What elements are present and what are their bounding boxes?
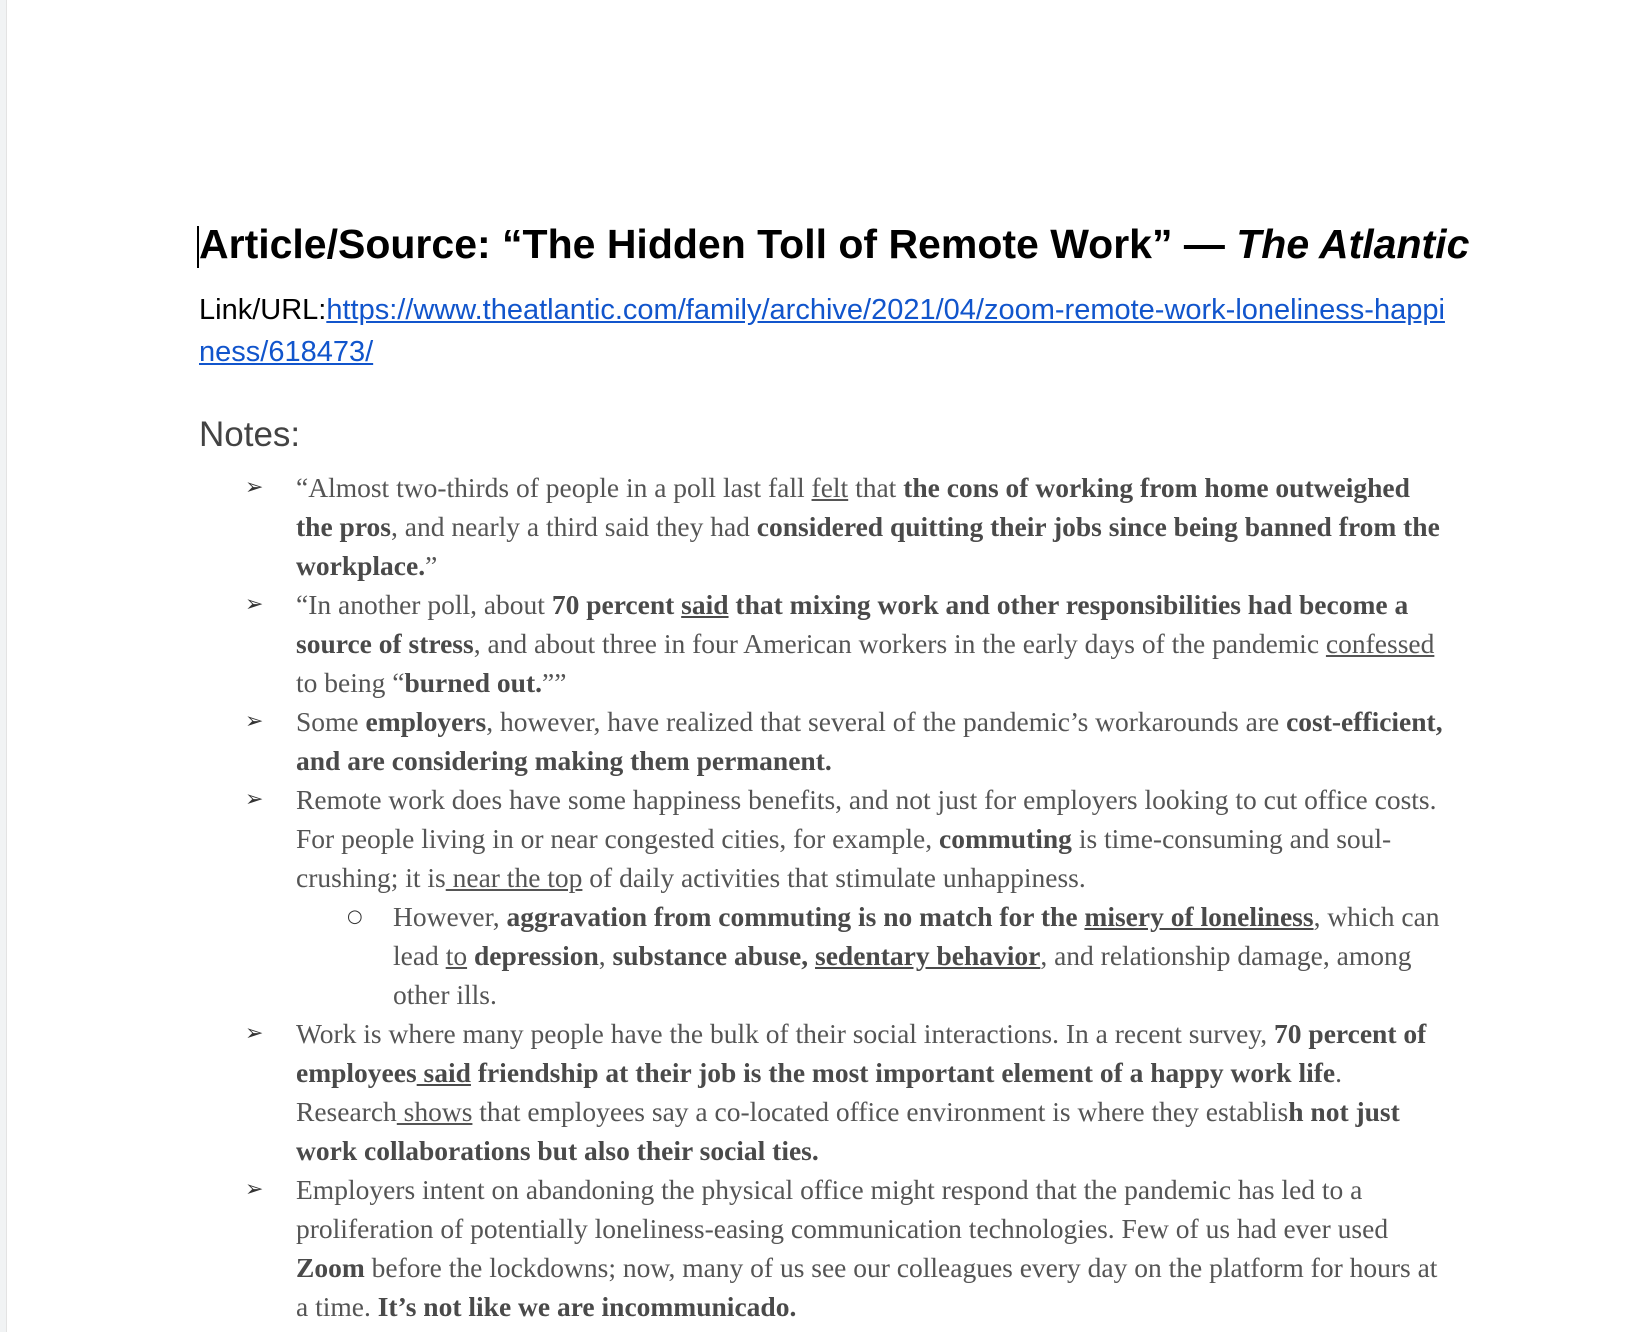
- document-body[interactable]: [199, 216, 1470, 1326]
- text-run: that: [848, 472, 904, 503]
- note-text: [296, 1018, 1426, 1166]
- text-run: aggravation from commuting is no match for the: [506, 901, 1085, 932]
- page-left-edge: [0, 0, 7, 1332]
- text-run: It’s not like we are incommunicado.: [377, 1291, 797, 1322]
- arrow-bullet-icon: ➢: [245, 1177, 264, 1202]
- text-run: friendship at their job is the most important element of a happy work life: [470, 1057, 1336, 1088]
- text-run: ”: [425, 550, 438, 581]
- note-text: [296, 706, 1443, 776]
- text-run: , and relationship damage, among other ills.: [393, 940, 1412, 1010]
- text-run: confessed: [1325, 628, 1435, 659]
- text-run: Remote work does have some happiness benefits, and not just for employers looking to cut office costs. For people living in or near congested cities, for example,: [296, 784, 1437, 854]
- text-run: shows: [396, 1096, 473, 1127]
- text-run: that mixing work and other responsibilities had become a source of stress: [296, 589, 1409, 659]
- sub-notes-list: [296, 897, 1449, 1014]
- text-run: . Research: [296, 1057, 1342, 1127]
- text-run: near the top: [445, 862, 583, 893]
- text-run: sedentary behavior: [815, 940, 1041, 971]
- text-run: Some: [296, 706, 366, 737]
- text-run: felt: [811, 472, 849, 503]
- text-run: Employers intent on abandoning the physical office might respond that the pandemic has led to a proliferation of potentially loneliness-easing communication technologies. Few of us had ever used: [296, 1174, 1389, 1244]
- arrow-bullet-icon: ➢: [245, 1021, 264, 1046]
- notes-heading: Notes:: [199, 415, 301, 454]
- text-run: “Almost two-thirds of people in a poll last fall: [296, 472, 812, 503]
- link-label: Link/URL:: [199, 294, 327, 326]
- note-text: [296, 589, 1434, 698]
- text-run: ””: [542, 667, 567, 698]
- title-publication: The Atlantic: [1236, 221, 1470, 267]
- circle-bullet-icon: ○: [347, 906, 363, 927]
- text-run: However,: [393, 901, 507, 932]
- text-run: ,: [598, 940, 613, 971]
- note-item: [199, 702, 1449, 780]
- source-url-link[interactable]: https://www.theatlantic.com/family/archive/2021/04/zoom-remote-work-loneliness-happiness/618473/: [199, 294, 1445, 368]
- text-run: said: [416, 1057, 471, 1088]
- text-run: the cons of working from home outweighed the pros: [296, 472, 1410, 542]
- sub-note-item: [296, 897, 1449, 1014]
- title-text: Article/Source: “The Hidden Toll of Remote Work” —: [199, 221, 1237, 267]
- arrow-bullet-icon: ➢: [245, 787, 264, 812]
- text-run: cost-efficient, and are considering making them permanent.: [296, 706, 1443, 776]
- text-run: 70 percent of employees: [296, 1018, 1427, 1088]
- text-run: Zoom: [296, 1252, 365, 1283]
- note-item: [199, 468, 1449, 585]
- text-cursor: [197, 226, 199, 268]
- text-run: 70 percent: [551, 589, 682, 620]
- text-run: to being “: [296, 667, 405, 698]
- text-run: of daily activities that stimulate unhappiness.: [582, 862, 1086, 893]
- text-run: that employees say a co-located office environment is where they establis: [472, 1096, 1289, 1127]
- link-line: [199, 289, 1449, 373]
- text-run: to: [445, 940, 468, 971]
- text-run: misery of loneliness: [1084, 901, 1314, 932]
- text-run: considered quitting their jobs since being banned from the workplace.: [296, 511, 1440, 581]
- text-run: said: [681, 589, 729, 620]
- arrow-bullet-icon: ➢: [245, 592, 264, 617]
- notes-list: [199, 468, 1449, 1326]
- text-run: [467, 940, 474, 971]
- text-run: , and nearly a third said they had: [391, 511, 757, 542]
- note-item: [199, 1014, 1449, 1170]
- sub-note-text: [393, 901, 1440, 1010]
- note-item: [199, 585, 1449, 702]
- text-run: “In another poll, about: [296, 589, 552, 620]
- text-run: employers: [365, 706, 487, 737]
- text-run: is time-consuming and soul-crushing; it is: [296, 823, 1392, 893]
- text-run: h not just work collaborations but also their social ties.: [296, 1096, 1400, 1166]
- text-run: Work is where many people have the bulk of their social interactions. In a recent survey,: [296, 1018, 1275, 1049]
- text-run: depression: [473, 940, 599, 971]
- text-run: substance abuse,: [612, 940, 815, 971]
- note-text: [296, 472, 1440, 581]
- note-item: [199, 1170, 1449, 1326]
- text-run: , and about three in four American workers in the early days of the pandemic: [473, 628, 1326, 659]
- text-run: commuting: [939, 823, 1072, 854]
- text-run: , which can lead: [393, 901, 1440, 971]
- text-run: burned out.: [404, 667, 542, 698]
- text-run: before the lockdowns; now, many of us see our colleagues every day on the platform for hours at a time.: [296, 1252, 1438, 1322]
- text-run: , however, have realized that several of the pandemic’s workarounds are: [486, 706, 1287, 737]
- note-text: [296, 784, 1437, 893]
- note-item: [199, 780, 1449, 1014]
- document-title[interactable]: [199, 216, 1470, 272]
- arrow-bullet-icon: ➢: [245, 475, 264, 500]
- note-text: [296, 1174, 1437, 1322]
- arrow-bullet-icon: ➢: [245, 709, 264, 734]
